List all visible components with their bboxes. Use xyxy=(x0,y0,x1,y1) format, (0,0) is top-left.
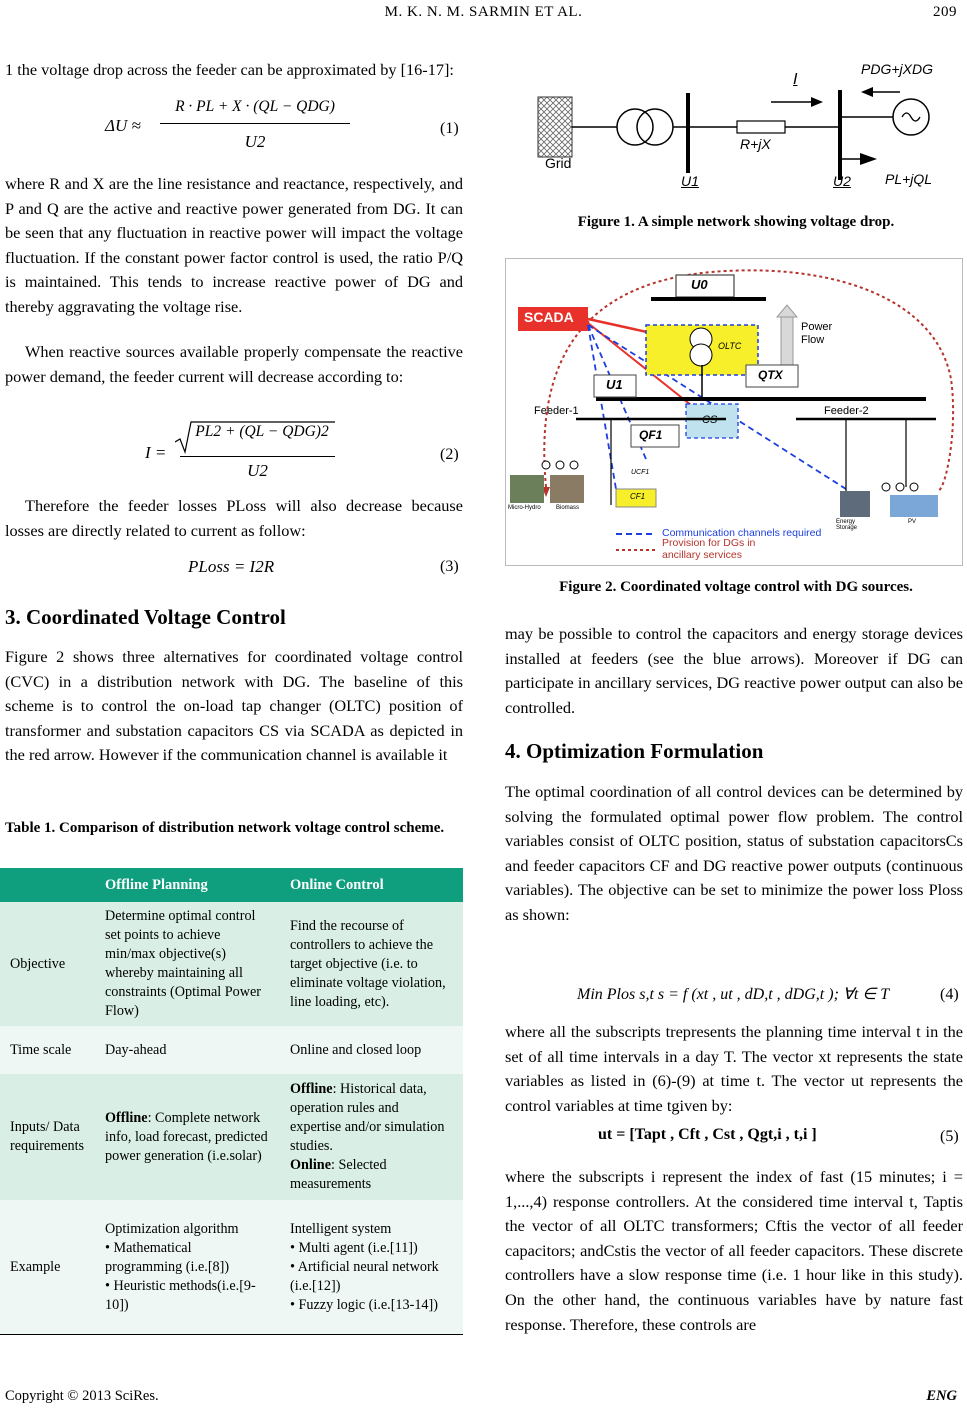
fig1-load-label: PL+jQL xyxy=(885,171,933,187)
online-text-online: : Selected measurements xyxy=(290,1157,387,1192)
fig2-power-flow: Power Flow xyxy=(801,321,833,346)
offline-bold: Offline xyxy=(105,1109,148,1126)
offline-cell xyxy=(95,1074,280,1200)
paragraph-subscripts: where all the subscripts trepresents the planning time interval t in the set of all time intervals in a day T. The vector xt represents the state variables as listed in (6)-(9) at time t. The vector ut represents the control variables at time tgiven by: xyxy=(505,1022,963,1115)
left-para-4 xyxy=(5,494,463,543)
micro-hydro-image xyxy=(510,475,544,503)
comparison-table xyxy=(0,868,463,1335)
table-caption: Table 1. Comparison of distribution network voltage control scheme. xyxy=(5,820,445,836)
grid-icon xyxy=(538,97,572,157)
fig2-u0: U0 xyxy=(691,277,708,292)
paragraph-reactive-sources: When reactive sources available properly compensate the reactive power demand, the feeder current will decrease according to: xyxy=(5,342,463,386)
paragraph-optimal-coordination: The optimal coordination of all control devices can be determined by solving the formulated optimal power flow problem. The control variables consist of OLTC position, status of substation capacitorsCs and feeder capacitors CF and DG reactive power outputs (continuous variables). The objective can be set to minimize the power loss Ploss as shown: xyxy=(505,782,963,924)
table-header-empty xyxy=(0,868,95,902)
energy-storage-image xyxy=(840,491,870,517)
fig2-scada: SCADA xyxy=(524,309,574,325)
table-header-online: Online Control xyxy=(280,868,463,902)
fig2-feeder1: Feeder-1 xyxy=(534,405,579,417)
paragraph-feeder-losses: Therefore the feeder losses PLoss will also decrease because losses are directly related to current as follow: xyxy=(5,496,463,540)
equation-5: ut = [Tapt , Cft , Cst , Qgt,i , t,i ] xyxy=(598,1126,817,1143)
table-row xyxy=(0,1026,463,1074)
left-para-1 xyxy=(5,58,463,83)
left-para-3 xyxy=(5,340,463,389)
table-header-offline: Offline Planning xyxy=(95,868,280,902)
left-para-2 xyxy=(5,172,463,320)
fig2-oltc: OLTC xyxy=(718,341,742,351)
figure-1-caption: Figure 1. A simple network showing voltage drop. xyxy=(577,214,895,230)
fig2-legend-blue: Communication channels required xyxy=(662,527,822,539)
pv-image xyxy=(890,495,938,517)
fig2-biomass: Biomass xyxy=(556,505,580,511)
online-text-offline: : Historical data, operation rules and expertise and/or simulation studies. xyxy=(290,1081,445,1154)
footer-journal: ENG xyxy=(926,1388,957,1404)
paragraph-where-r-x: where R and X are the line resistance and reactance, respectively, and P and Q are the active and reactive power generated from DG. It can be seen that any fluctuation in reactive power will impact the voltage fluctuation. If the constant power factor control is used, the ratio P/Q is maintained. This tends to increase reactive power of DG and thereby aggravating the voltage rise. xyxy=(5,174,463,316)
fig2-u1: U1 xyxy=(606,377,623,392)
table-header-row xyxy=(0,868,463,902)
header-authors: M. K. N. M. SARMIN ET AL. xyxy=(384,4,583,20)
offline-cell: Day-ahead xyxy=(95,1026,280,1074)
transformer-icon xyxy=(617,109,653,145)
fig1-u1-label: U1 xyxy=(681,173,699,189)
paragraph-intro: 1 the voltage drop across the feeder can be approximated by [16-17]: xyxy=(5,60,454,79)
section-4-title: 4. Optimization Formulation xyxy=(505,739,764,763)
equation-1-fraction-bar xyxy=(160,123,350,124)
equation-2-lhs: I = xyxy=(145,443,167,462)
fig1-current-label: I xyxy=(793,71,798,88)
fig1-u2-label: U2 xyxy=(833,173,851,189)
right-para-8 xyxy=(505,1020,963,1118)
fig2-feeder2: Feeder-2 xyxy=(824,405,869,417)
equation-1-lhs: ΔU ≈ xyxy=(105,116,141,135)
right-para-6 xyxy=(505,622,963,720)
fig2-cf1: CF1 xyxy=(630,492,646,501)
paragraph-controllers: where the subscripts i represent the index of fast (15 minutes; i = 1,...,4) response controllers. At the considered time interval t, Taptis the vector of all OLTC transformers; Cftis the vector of all feeder capacitors; andCstis the vector of all feeder capacitors. These discrete controllers have a slow response time (i.e. 1 hour like in this study). On the other hand, the continuous variables have by nature fast response. Therefore, these controls are xyxy=(505,1167,963,1334)
row-label: Inputs/ Data requirements xyxy=(0,1074,95,1200)
fig1-dg-label: PDG+jXDG xyxy=(861,61,933,77)
footer-copyright: Copyright © 2013 SciRes. xyxy=(5,1388,159,1404)
table-row xyxy=(0,902,463,1026)
offline-cell: Optimization algorithm • Mathematical programming (i.e.[8]) • Heuristic methods(i.e.[9-10]) xyxy=(95,1200,280,1335)
online-cell: Find the recourse of controllers to achieve the target objective (i.e. to eliminate voltage violation, line loading, etc). xyxy=(280,902,463,1026)
equation-4-number: (4) xyxy=(940,986,959,1003)
equation-1-denominator: U2 xyxy=(244,132,266,151)
equation-2-numerator: PL2 + (QL − QDG)2 xyxy=(195,423,329,440)
offline-text: : Complete network info, load forecast, predicted power generation (i.e.solar) xyxy=(105,1109,268,1164)
equation-4: Min Plos s,t s = f (xt , ut , dD,t , dDG,t ); ∀t ∈ T xyxy=(577,986,890,1003)
online-cell xyxy=(280,1074,463,1200)
running-header xyxy=(0,4,967,21)
right-para-7 xyxy=(505,780,963,928)
load-arrow-icon xyxy=(860,153,877,165)
dg-arrow-icon xyxy=(861,87,873,97)
fig2-pv: PV xyxy=(908,519,917,525)
online-bold-offline: Offline xyxy=(290,1081,333,1097)
right-para-9 xyxy=(505,1165,963,1337)
fig2-qf1: QF1 xyxy=(639,428,663,442)
fig2-energy-storage: Energy Storage xyxy=(836,519,858,531)
fig2-micro-hydro: Micro-Hydro xyxy=(508,505,541,511)
current-arrow-icon xyxy=(811,97,823,107)
equation-3-number: (3) xyxy=(440,558,459,575)
fig2-legend-red: Provision for DGs in ancillary services xyxy=(662,537,756,561)
section-3-title: 3. Coordinated Voltage Control xyxy=(5,605,286,629)
offline-cell: Determine optimal control set points to achieve min/max objective(s) whereby maintaining all constraints (Optimal Power Flow) xyxy=(95,902,280,1026)
figure-2-caption: Figure 2. Coordinated voltage control with DG sources. xyxy=(559,579,913,595)
table-row xyxy=(0,1200,463,1335)
paragraph-cvc: Figure 2 shows three alternatives for coordinated voltage control (CVC) in a distribution network with DG. The baseline of this scheme is to control the on-load tap changer (OLTC) position of transformer and substation capacitors CS via SCADA as depicted in the red arrow. However if the communication channel is available it xyxy=(5,647,463,765)
equation-3: PLoss = I2R xyxy=(188,557,275,576)
equation-2-fraction-bar xyxy=(180,456,335,457)
online-cell: Online and closed loop xyxy=(280,1026,463,1074)
equation-5-number: (5) xyxy=(940,1128,959,1145)
online-cell: Intelligent system • Multi agent (i.e.[11]) • Artificial neural network (i.e.[12]) • Fuzzy logic (i.e.[13-14]) xyxy=(280,1200,463,1335)
figure-1 xyxy=(505,55,967,205)
figure-2 xyxy=(505,258,963,566)
online-bold-online: Online xyxy=(290,1157,331,1173)
fig1-grid-label: Grid xyxy=(545,155,572,171)
row-label: Example xyxy=(0,1200,95,1335)
paragraph-capacitors: may be possible to control the capacitors and energy storage devices installed at feeders (see the blue arrows). Moreover if DG can participate in ancillary services, DG reactive power output can also be controlled. xyxy=(505,624,963,717)
page-number: 209 xyxy=(933,4,957,20)
table-row xyxy=(0,1074,463,1200)
row-label: Time scale xyxy=(0,1026,95,1074)
line-impedance-icon xyxy=(737,121,785,133)
equation-1-number: (1) xyxy=(440,120,459,137)
equation-1-numerator: R · PL + X · (QL − QDG) xyxy=(175,98,335,115)
row-label: Objective xyxy=(0,902,95,1026)
left-para-5 xyxy=(5,645,463,768)
equation-2-denominator: U2 xyxy=(247,461,268,480)
fig2-cs: CS xyxy=(702,414,718,426)
fig2-qtx: QTX xyxy=(758,368,783,382)
fig1-line-label: R+jX xyxy=(740,136,771,152)
equation-2-number: (2) xyxy=(440,446,459,463)
biomass-image xyxy=(550,475,584,503)
fig2-ucf1: UCF1 xyxy=(631,469,650,476)
table-bottom-rule xyxy=(0,1334,463,1335)
